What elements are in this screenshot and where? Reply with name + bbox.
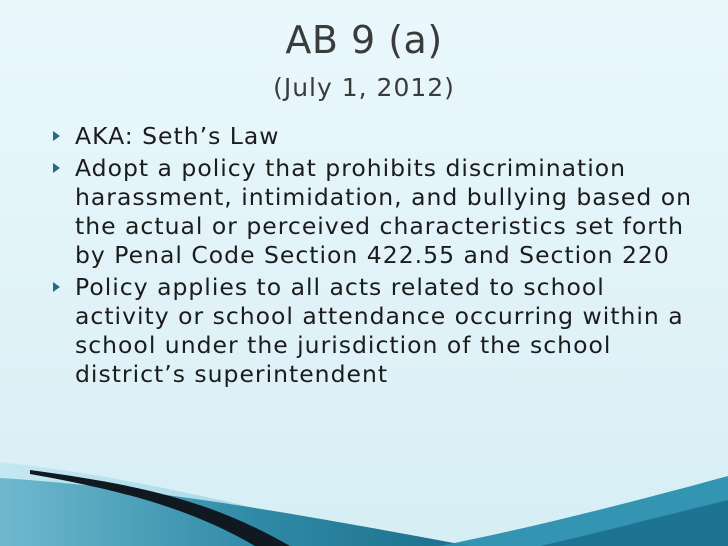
- slide-subtitle: (July 1, 2012): [273, 73, 455, 102]
- bullet-text: AKA: Seth’s Law: [75, 122, 280, 150]
- triangle-right-icon: [53, 131, 60, 141]
- bullet-item: [50, 154, 700, 270]
- bullet-text: Policy applies to all acts related to school activity or school attendance occurring within a school under the jurisdiction of the school district’s superintendent: [75, 273, 684, 388]
- bullet-item: [50, 273, 700, 389]
- bullet-text: Adopt a policy that prohibits discrimination harassment, intimidation, and bullying based on the actual or perceived characteristics set forth by Penal Code Section 422.55 and Section 220: [75, 154, 693, 269]
- bullet-list: [50, 122, 700, 392]
- slide-title: AB 9 (a): [285, 18, 443, 62]
- triangle-right-icon: [53, 163, 60, 173]
- bullet-item: [50, 122, 700, 151]
- triangle-right-icon: [53, 282, 60, 292]
